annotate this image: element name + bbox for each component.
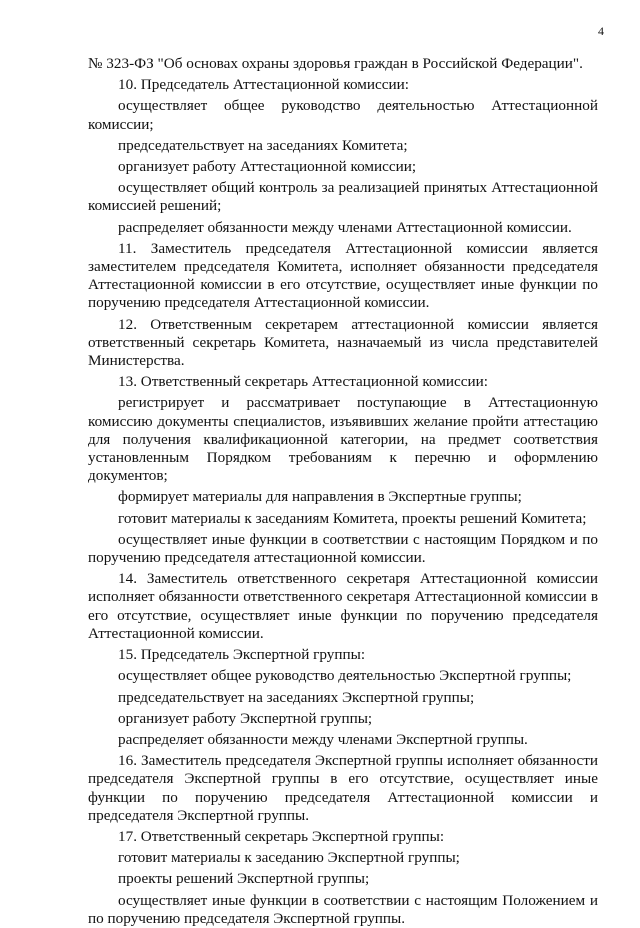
paragraph: 16. Заместитель председателя Экспертной группы исполняет обязанности председателя Экспертной группы в его отсутствие, осуществляет иные функции по поручению председателя Аттестационной комиссии и председателя Экспертной группы.	[88, 752, 598, 824]
paragraph: осуществляет общий контроль за реализацией принятых Аттестационной комиссией решений;	[88, 179, 598, 215]
paragraph: председательствует на заседаниях Экспертной группы;	[118, 688, 475, 706]
page-number: 4	[598, 24, 604, 38]
paragraph: осуществляет иные функции в соответствии с настоящим Положением и по поручению председателя Экспертной группы.	[88, 891, 598, 927]
paragraph: распределяет обязанности между членами Экспертной группы.	[118, 730, 528, 748]
paragraph: проекты решений Экспертной группы;	[118, 870, 370, 888]
paragraph: 14. Заместитель ответственного секретаря Аттестационной комиссии исполняет обязанности ответственного секретаря Аттестационной комиссии в его отсутствие, осуществляет иные функции по поручению председателя Аттестационной комиссии.	[88, 570, 598, 642]
paragraph: осуществляет общее руководство деятельностью Экспертной группы;	[118, 667, 572, 685]
paragraph: распределяет обязанности между членами Аттестационной комиссии.	[118, 218, 572, 236]
paragraph: организует работу Экспертной группы;	[118, 709, 373, 727]
paragraph: 11. Заместитель председателя Аттестационной комиссии является заместителем председателя Комитета, исполняет обязанности председателя Аттестационной комиссии в его отсутствие, осуществляет иные функции по поручению председателя Аттестационной комиссии.	[88, 239, 598, 312]
paragraph: осуществляет общее руководство деятельностью Аттестационной комиссии;	[88, 97, 598, 133]
document-body	[88, 55, 598, 928]
paragraph: 10. Председатель Аттестационной комиссии:	[118, 76, 409, 94]
paragraph: регистрирует и рассматривает поступающие в Аттестационную комиссию документы специалистов, изъявивших желание пройти аттестацию для получения квалификационной категории, на предмет соответствия установленным Порядком требованиям к перечню и оформлению документов;	[88, 394, 598, 485]
paragraph: 17. Ответственный секретарь Экспертной группы:	[118, 827, 445, 845]
paragraph: готовит материалы к заседанию Экспертной группы;	[118, 849, 460, 867]
paragraph: 12. Ответственным секретарем аттестационной комиссии является ответственный секретарь Комитета, назначаемый из числа представителей Министерства.	[88, 315, 598, 370]
paragraph: формирует материалы для направления в Экспертные группы;	[118, 488, 522, 506]
paragraph: 13. Ответственный секретарь Аттестационной комиссии:	[118, 373, 489, 391]
paragraph: осуществляет иные функции в соответствии с настоящим Порядком и по поручению председателя аттестационной комиссии.	[88, 530, 598, 567]
paragraph: председательствует на заседаниях Комитета;	[118, 136, 408, 154]
paragraph: готовит материалы к заседаниям Комитета, проекты решений Комитета;	[118, 509, 587, 527]
paragraph: № 323-ФЗ "Об основах охраны здоровья граждан в Российской Федерации".	[88, 55, 583, 72]
paragraph: 15. Председатель Экспертной группы:	[118, 646, 366, 664]
paragraph: организует работу Аттестационной комиссии;	[118, 158, 417, 176]
